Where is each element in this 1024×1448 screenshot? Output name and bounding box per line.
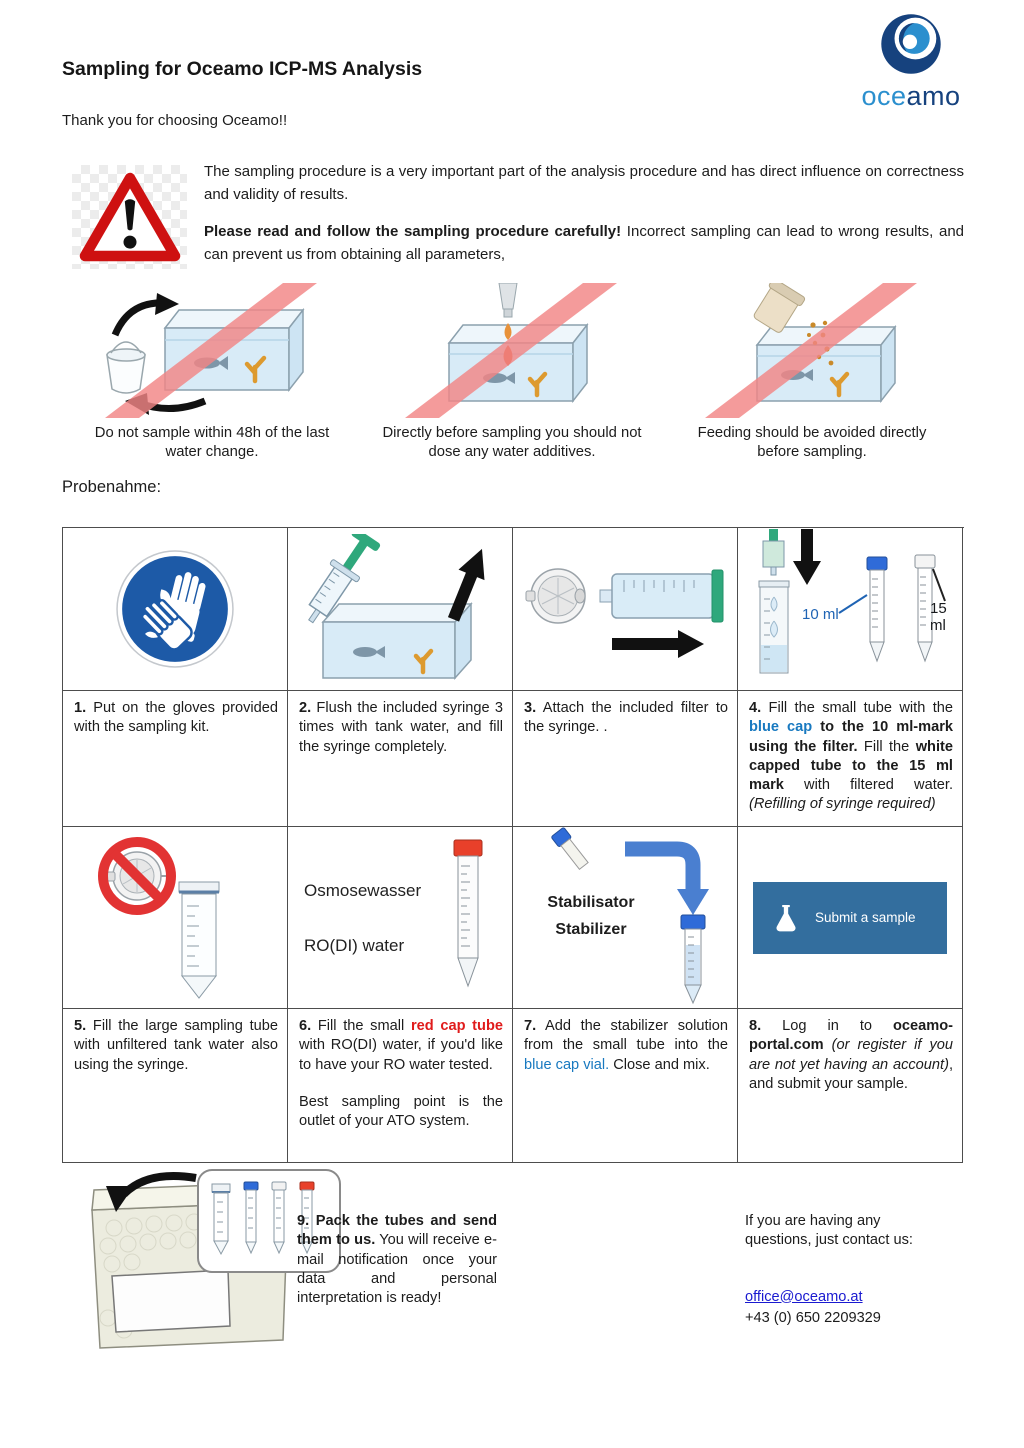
contact-intro: If you are having any questions, just contact us: <box>745 1213 913 1249</box>
section-heading: Probenahme: <box>62 478 162 496</box>
step-2-image-flush-syringe <box>288 528 513 691</box>
label-stabilisator: Stabilisator <box>547 894 635 911</box>
step-5-text: 5. Fill the large sampling tube with unfiltered tank water also using the syringe. <box>63 1009 288 1163</box>
label-stabilizer: Stabilizer <box>555 921 627 939</box>
stabilizer-labels <box>527 889 655 943</box>
wordmark-dark-part: amo <box>906 81 961 111</box>
label-10-ml: 10 ml <box>802 606 839 623</box>
label-rodi-water: RO(DI) water <box>304 935 405 955</box>
dont-water-change <box>62 283 362 462</box>
step-2-text: 2. Flush the included syringe 3 times with tank water, and fill the syringe completely. <box>288 691 513 827</box>
step-3-image-attach-filter <box>513 528 738 691</box>
no-feeding-illustration <box>687 283 937 418</box>
no-filter-large-tube-illustration <box>75 832 275 1004</box>
flask-icon <box>773 903 799 933</box>
no-additives-illustration <box>387 283 637 418</box>
step-6-text: 6. Fill the small red cap tube with RO(DI) water, if you'd like to have your RO water tested. Best sampling point is the outlet of your ATO system. <box>288 1009 513 1163</box>
step-3-text: 3. Attach the included filter to the syringe. . <box>513 691 738 827</box>
email-link[interactable]: office@oceamo.at <box>745 1288 863 1305</box>
label-15-ml: 15 ml <box>930 600 947 634</box>
label-osmosewasser: Osmosewasser <box>304 880 422 900</box>
osmose-labels <box>304 882 421 954</box>
step-8-text: 8. Log in to oceamo-portal.com (or register if you are not yet having an account), and submit your sample. <box>738 1009 963 1163</box>
red-cap-tube-illustration <box>446 838 492 998</box>
no-water-change-illustration <box>87 283 337 418</box>
submit-a-sample-button <box>753 882 947 954</box>
phone-number: +43 (0) 650 2209329 <box>745 1309 881 1326</box>
syringe-in-tank-illustration <box>295 534 505 684</box>
dont-additives <box>362 283 662 462</box>
page-title: Sampling for Oceamo ICP-MS Analysis <box>62 58 423 80</box>
step-1-text: 1. Put on the gloves provided with the sampling kit. <box>63 691 288 827</box>
dont-feeding <box>662 283 962 462</box>
dont-caption: Directly before sampling you should not dose any water additives. <box>382 425 642 461</box>
filter-and-syringe-illustration <box>520 534 730 684</box>
warning-triangle-icon <box>72 165 187 269</box>
step-4-text: 4. Fill the small tube with the blue cap to the 10 ml-mark using the filter. Fill the white capped tube to the 15 ml mark with filtered water. (Refilling of syringe required) <box>738 691 963 827</box>
step-6-image-rodi-tube <box>288 827 513 1009</box>
step-9-text: 9. Pack the tubes and send them to us. You will receive e-mail notification once your data and personal interpretation is ready! <box>297 1213 497 1306</box>
step-1-image-gloves-sign <box>63 528 288 691</box>
thanks-text: Thank you for choosing Oceamo!! <box>62 112 288 129</box>
fill-tubes-illustration <box>739 529 962 689</box>
step-7-image-stabilizer <box>513 827 738 1009</box>
oceamo-logo <box>852 12 970 110</box>
dont-caption: Feeding should be avoided directly before sampling. <box>697 425 927 461</box>
oceamo-wordmark <box>852 83 970 110</box>
wear-gloves-icon <box>114 548 236 670</box>
donts-row <box>62 283 964 462</box>
oceamo-logo-icon <box>878 12 944 76</box>
contact-block <box>745 1212 950 1328</box>
step-7-text: 7. Add the stabilizer solution from the small tube into the blue cap vial. Close and mix. <box>513 1009 738 1163</box>
step-4-image-fill-tubes <box>738 528 963 691</box>
step-5-image-no-filter <box>63 827 288 1009</box>
submit-button-label: Submit a sample <box>815 910 916 925</box>
dont-caption: Do not sample within 48h of the last water change. <box>94 425 330 461</box>
sampling-steps-table <box>62 527 964 1163</box>
wordmark-light-part: oce <box>861 81 907 111</box>
warning-text: The sampling procedure is a very important part of the analysis procedure and has direct influence on correctness and validity of results. Please read and follow the sampling procedure carefully! Incorrect sampling can lead to wrong results, and can prevent us from obtaining all parameters, <box>204 163 965 263</box>
step-8-image-submit <box>738 827 963 1009</box>
